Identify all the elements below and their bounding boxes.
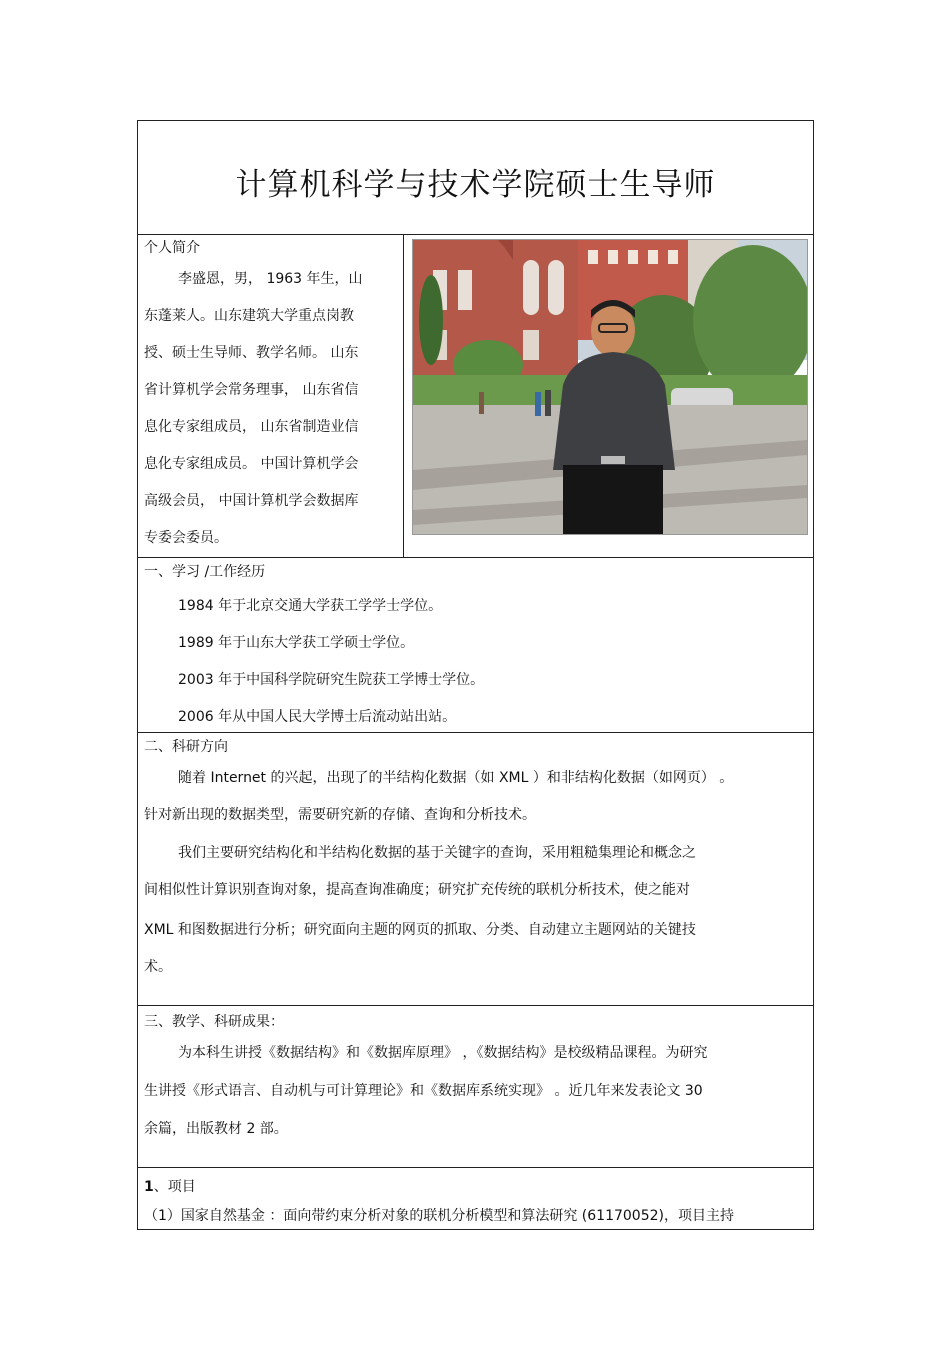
research-row: [138, 733, 813, 1006]
profile-line: 息化专家组成员。 中国计算机学会: [144, 456, 359, 472]
projects-heading-number: 1: [144, 1179, 154, 1195]
projects-heading-text: 、项目: [153, 1179, 196, 1195]
research-heading: 二、科研方向: [144, 739, 228, 755]
achievements-line: 为本科生讲授《数据结构》和《数据库原理》 ，《数据结构》是校级精品课程。为研究: [178, 1045, 708, 1061]
profile-line: 息化专家组成员， 山东省制造业信: [144, 419, 359, 435]
page-title: 计算机科学与技术学院硕士生导师: [235, 167, 716, 203]
profile-line: 授、硕士生导师、教学名师。 山东: [144, 345, 359, 361]
portrait-photo: [412, 239, 808, 535]
research-line: XML 和图数据进行分析；研究面向主题的网页的抓取、分类、自动建立主题网站的关键技: [144, 922, 696, 938]
achievements-row: [138, 1006, 813, 1168]
profile-sheet: [137, 120, 814, 1230]
achievements-heading: 三、教学、科研成果：: [144, 1014, 284, 1030]
research-line: 针对新出现的数据类型，需要研究新的存储、查询和分析技术。: [144, 807, 536, 823]
profile-line: 专委会委员。: [144, 530, 228, 546]
profile-line: 东蓬莱人。山东建筑大学重点岗教: [144, 308, 354, 324]
achievements-line: 生讲授《形式语言、自动机与可计算理论》和《数据库系统实现》 。近几年来发表论文 30: [144, 1083, 703, 1099]
profile-heading: 个人简介: [144, 240, 200, 256]
research-line: 随着 Internet 的兴起，出现了的半结构化数据（如 XML ）和非结构化数据（如网页） 。: [178, 770, 734, 786]
profile-line: 省计算机学会常务理事， 山东省信: [144, 382, 359, 398]
research-line: 我们主要研究结构化和半结构化数据的基于关键字的查询，采用粗糙集理论和概念之: [178, 845, 696, 861]
projects-row: [138, 1168, 813, 1231]
project-line: （1）国家自然基金 ：面向带约束分析对象的联机分析模型和算法研究 (61170052)，项目主持: [144, 1208, 734, 1224]
research-line: 间相似性计算识别查询对象，提高查询准确度；研究扩充传统的联机分析技术，使之能对: [144, 882, 690, 898]
education-line: 2006 年从中国人民大学博士后流动站出站。: [178, 709, 457, 725]
education-line: 2003 年于中国科学院研究生院获工学博士学位。: [178, 672, 485, 688]
profile-line: 高级会员， 中国计算机学会数据库: [144, 493, 359, 509]
education-row: [138, 558, 813, 733]
profile-line: 李盛恩，男， 1963 年生，山: [178, 271, 363, 287]
achievements-line: 余篇，出版教材 2 部。: [144, 1121, 288, 1137]
title-row: [138, 121, 813, 235]
research-line: 术。: [144, 959, 172, 975]
education-line: 1984 年于北京交通大学获工学学士学位。: [178, 598, 443, 614]
education-line: 1989 年于山东大学获工学硕士学位。: [178, 635, 415, 651]
education-heading: 一、学习 /工作经历: [144, 564, 266, 580]
profile-row: [138, 235, 813, 558]
projects-heading: [144, 1176, 196, 1196]
column-divider: [403, 235, 404, 557]
